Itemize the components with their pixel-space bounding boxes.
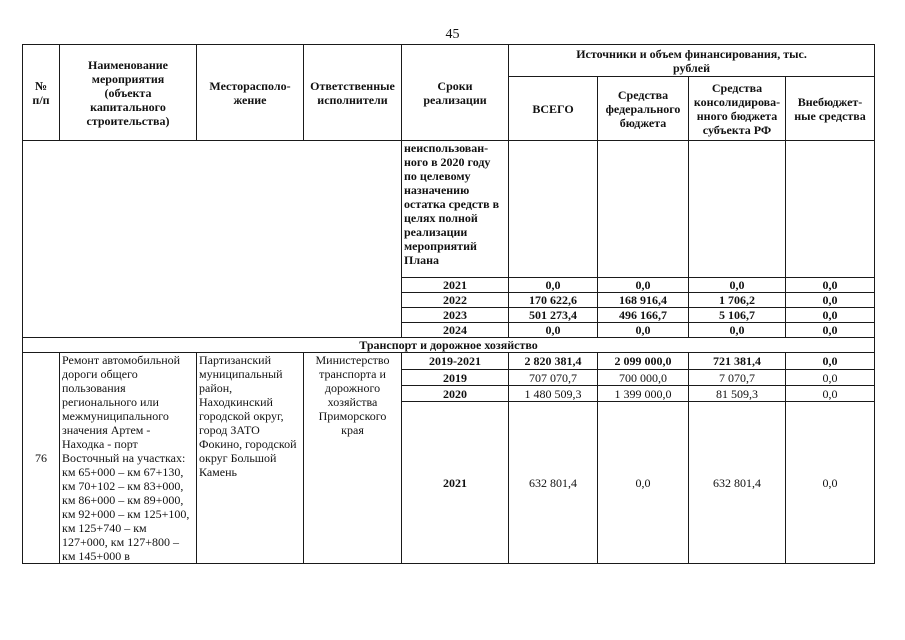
item-responsible: Министерство транспорта и дорожного хозяйства Приморского края [304,353,402,564]
cont-total: 0,0 [509,323,598,338]
section-title: Транспорт и дорожное хозяйство [23,338,875,353]
item-federal: 1 399 000,0 [598,386,689,402]
item-federal: 2 099 000,0 [598,353,689,370]
cont-consolidated: 0,0 [689,278,786,293]
item-consolidated: 81 509,3 [689,386,786,402]
cont-year: 2024 [402,323,509,338]
continuation-empty-cell [786,141,875,278]
item-total: 2 820 381,4 [509,353,598,370]
cont-federal: 0,0 [598,278,689,293]
cont-consolidated: 5 106,7 [689,308,786,323]
item-total: 707 070,7 [509,370,598,386]
item-extra: 0,0 [786,386,875,402]
cont-federal: 168 916,4 [598,293,689,308]
cont-federal: 0,0 [598,323,689,338]
item-year: 2019 [402,370,509,386]
header-total: ВСЕГО [509,77,598,141]
cont-total: 0,0 [509,278,598,293]
continuation-empty-cell [509,141,598,278]
cont-year: 2021 [402,278,509,293]
cont-year: 2023 [402,308,509,323]
cont-extra: 0,0 [786,323,875,338]
cont-extra: 0,0 [786,278,875,293]
item-number: 76 [23,353,60,564]
item-year: 2020 [402,386,509,402]
item-name: Ремонт автомобильной дороги общего пользования регионального или межмуниципального значения Артем - Находка - порт Восточный на участках: км 65+000 – км 67+130, км 70+102 – км 83+000, км 86+000 – км 89+000, км 92+000 – км 125+100, км 125+740 – км 127+000, км 127+800 – км 145+000 в [60,353,197,564]
header-num: № п/п [23,45,60,141]
header-location: Месторасполо- жение [197,45,304,141]
item-total: 632 801,4 [509,402,598,564]
cont-total: 170 622,6 [509,293,598,308]
continuation-empty-cell [598,141,689,278]
header-federal: Средства федерального бюджета [598,77,689,141]
item-consolidated: 721 381,4 [689,353,786,370]
item-extra: 0,0 [786,353,875,370]
continuation-empty-cell [689,141,786,278]
financing-table [22,44,875,564]
header-consolidated: Средства консолидирова- нного бюджета субъекта РФ [689,77,786,141]
item-federal: 0,0 [598,402,689,564]
header-extra: Внебюджет- ные средства [786,77,875,141]
item-year: 2019-2021 [402,353,509,370]
item-year: 2021 [402,402,509,564]
cont-total: 501 273,4 [509,308,598,323]
item-consolidated: 632 801,4 [689,402,786,564]
item-location: Партизанский муниципальный район, Находкинский городской округ, город ЗАТО Фокино, городской округ Большой Камень [197,353,304,564]
cont-extra: 0,0 [786,308,875,323]
page-number: 45 [445,27,460,42]
item-extra: 0,0 [786,370,875,386]
continuation-terms-text: неиспользован- ного в 2020 году по целевому назначению остатка средств в целях полной реализации мероприятий Плана [402,141,509,278]
cont-year: 2022 [402,293,509,308]
header-responsible: Ответственные исполнители [304,45,402,141]
cont-extra: 0,0 [786,293,875,308]
item-total: 1 480 509,3 [509,386,598,402]
cont-consolidated: 1 706,2 [689,293,786,308]
cont-federal: 496 166,7 [598,308,689,323]
item-consolidated: 7 070,7 [689,370,786,386]
header-financing-group: Источники и объем финансирования, тыс. рублей [509,45,875,77]
header-name: Наименование мероприятия (объекта капитального строительства) [60,45,197,141]
item-extra: 0,0 [786,402,875,564]
continuation-blank [23,141,402,338]
cont-consolidated: 0,0 [689,323,786,338]
header-terms: Сроки реализации [402,45,509,141]
item-federal: 700 000,0 [598,370,689,386]
